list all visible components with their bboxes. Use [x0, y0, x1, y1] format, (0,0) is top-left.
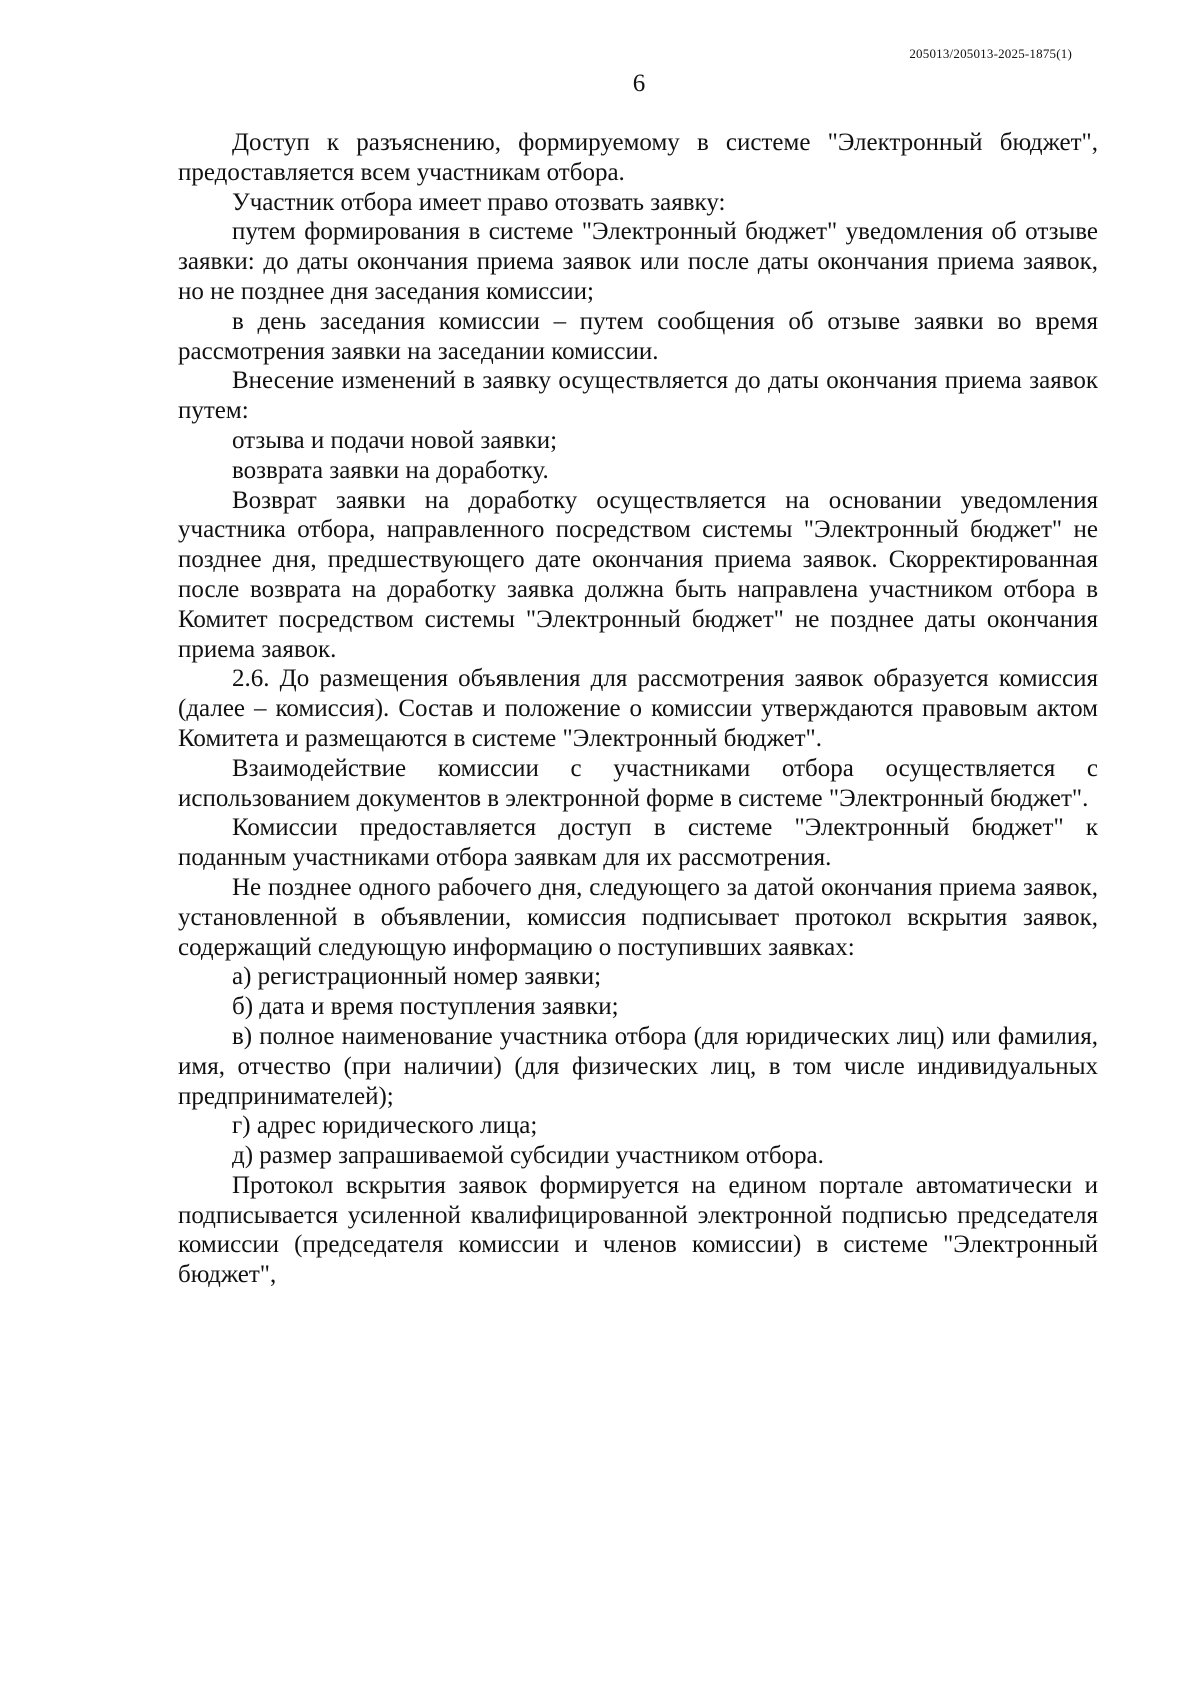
paragraph: Не позднее одного рабочего дня, следующего за датой окончания приема заявок, установленной в объявлении, комиссия подписывает протокол вскрытия заявок, содержащий следующую информацию о поступивших заявках: — [178, 873, 1098, 961]
paragraph: Внесение изменений в заявку осуществляется до даты окончания приема заявок путем: — [178, 367, 1098, 425]
document-body — [178, 128, 1098, 1290]
list-item: в) полное наименование участника отбора (для юридических лиц) или фамилия, имя, отчество (при наличии) (для физических лиц, в том числе индивидуальных предпринимателей); — [178, 1022, 1098, 1110]
paragraph: Возврат заявки на доработку осуществляется на основании уведомления участника отбора, направленного посредством системы "Электронный бюджет" не позднее дня, предшествующего дате окончания приема заявок. Скорректированная после возврата на доработку заявка должна быть направлена участником отбора в Комитет посредством системы "Электронный бюджет" не позднее даты окончания приема заявок. — [178, 486, 1098, 663]
paragraph: Комиссии предоставляется доступ в системе "Электронный бюджет" к поданным участниками отбора заявкам для их рассмотрения. — [178, 814, 1098, 872]
paragraph: Взаимодействие комиссии с участниками отбора осуществляется с использованием документов в электронной форме в системе "Электронный бюджет". — [178, 754, 1098, 812]
paragraph: Участник отбора имеет право отозвать заявку: — [232, 188, 726, 216]
list-item: б) дата и время поступления заявки; — [232, 993, 619, 1021]
list-item: а) регистрационный номер заявки; — [232, 963, 602, 991]
paragraph: Протокол вскрытия заявок формируется на едином портале автоматически и подписывается усиленной квалифицированной электронной подписью председателя комиссии (председателя комиссии и членов комиссии) в системе "Электронный бюджет", — [178, 1171, 1098, 1289]
list-item: д) размер запрашиваемой субсидии участником отбора. — [232, 1142, 824, 1170]
paragraph: путем формирования в системе "Электронный бюджет" уведомления об отзыве заявки: до даты окончания приема заявок или после даты окончания приема заявок, но не позднее дня заседания комиссии; — [178, 218, 1098, 305]
list-item: возврата заявки на доработку. — [232, 456, 549, 484]
list-item: отзыва и подачи новой заявки; — [232, 426, 558, 454]
paragraph: в день заседания комиссии – путем сообщения об отзыве заявки во время рассмотрения заявки на заседании комиссии. — [178, 307, 1098, 365]
page-number: 6 — [632, 70, 646, 97]
document-number: 205013/205013-2025-1875(1) — [909, 46, 1072, 61]
paragraph: Доступ к разъяснению, формируемому в системе "Электронный бюджет", предоставляется всем участникам отбора. — [178, 129, 1098, 186]
list-item: г) адрес юридического лица; — [232, 1112, 538, 1140]
paragraph: 2.6. До размещения объявления для рассмотрения заявок образуется комиссия (далее – комиссия). Состав и положение о комиссии утверждаются правовым актом Комитета и размещаются в системе "Электронный бюджет". — [178, 665, 1098, 752]
